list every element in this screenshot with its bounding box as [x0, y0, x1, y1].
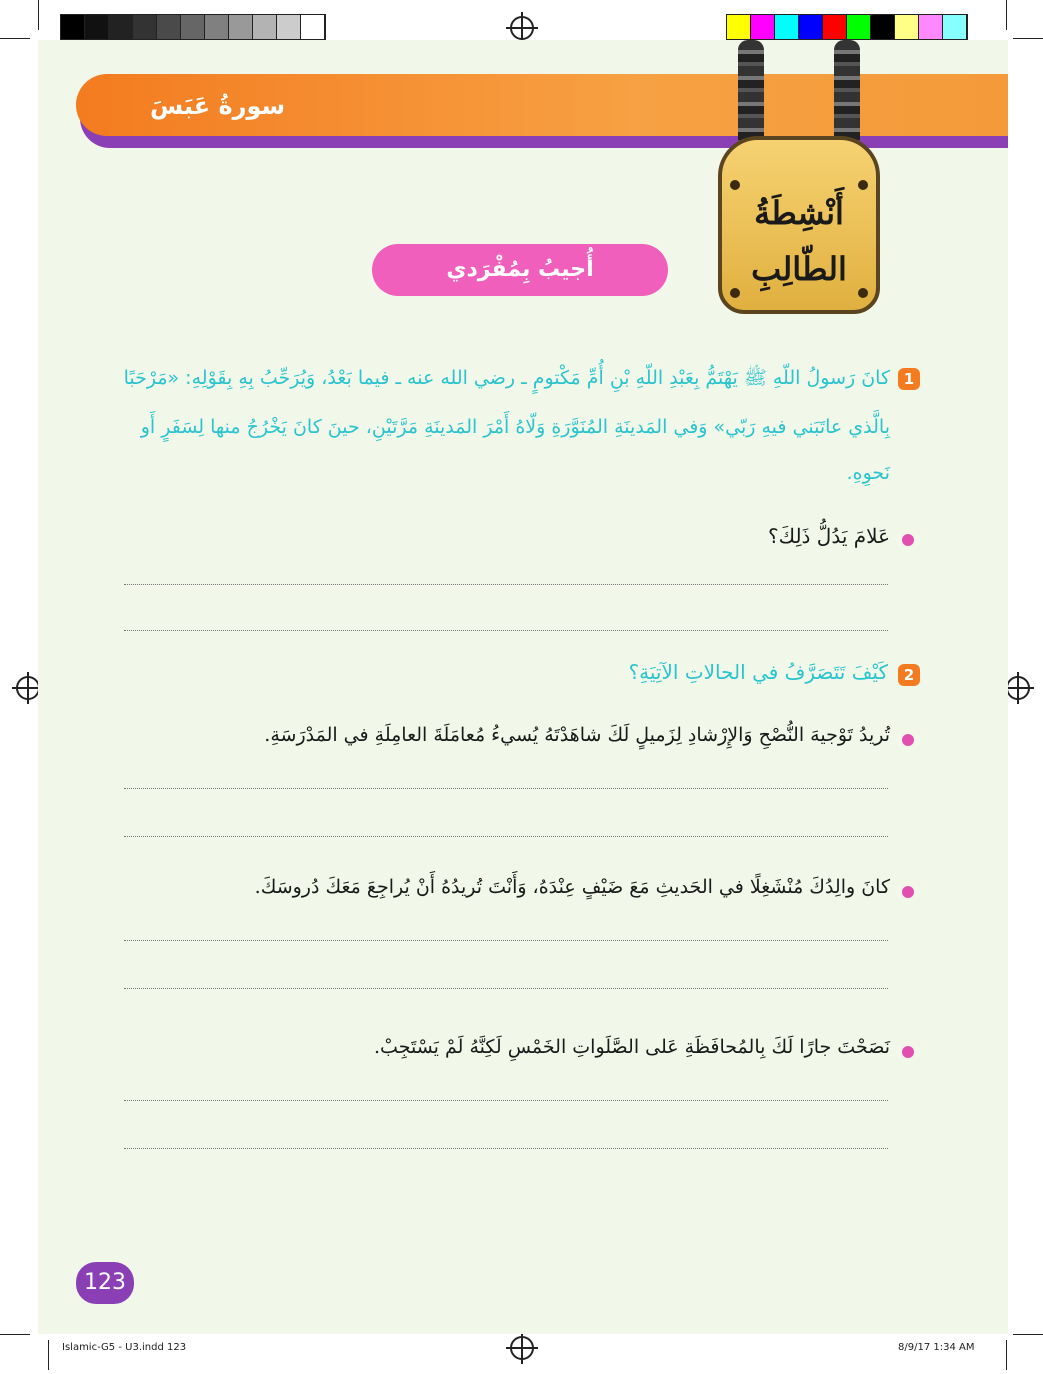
- slug-file-info: Islamic-G5 - U3.indd 123: [62, 1342, 187, 1353]
- question2-heading: كَيْفَ تَتَصَرَّفُ في الحالاتِ الآتِيَةِ؟: [628, 660, 888, 684]
- bullet-icon: [902, 534, 914, 546]
- question2-item-1: تُريدُ تَوْجيهَ النُّصْحِ وَالإِرْشادِ لِزَميلٍ لَكَ شاهَدْتَهُ يُسيءُ مُعامَلَةَ العامِلَةِ في المَدْرَسَةِ.: [264, 724, 890, 746]
- registration-mark-icon: [510, 16, 534, 40]
- bullet-icon: [902, 734, 914, 746]
- answer-line[interactable]: [124, 584, 888, 585]
- registration-mark-icon: [1006, 676, 1030, 700]
- crop-mark: [1013, 38, 1043, 39]
- question1-paragraph-line3: نَحوِهِ.: [846, 462, 890, 484]
- crop-mark: [1013, 1334, 1043, 1335]
- answer-line[interactable]: [124, 836, 888, 837]
- question-number-badge: 1: [898, 368, 920, 390]
- answer-line[interactable]: [124, 788, 888, 789]
- page-number: 123: [76, 1262, 134, 1304]
- grayscale-color-bar: [60, 14, 326, 40]
- question2-item-2: كانَ والِدُكَ مُنْشَغِلًا في الحَديثِ مَعَ ضَيْفٍ عِنْدَهُ، وَأَنْتَ تُريدُهُ أَنْ يُراجِعَ مَعَكَ دُروسَكَ.: [254, 876, 890, 898]
- plaque-title-line2: الطّالِبِ: [751, 250, 847, 288]
- crop-mark: [0, 1334, 30, 1335]
- surah-title: سورةُ عَبَسَ: [150, 92, 286, 120]
- plaque-title-line1: أَنْشِطَةُ: [754, 194, 844, 232]
- answer-line[interactable]: [124, 1148, 888, 1149]
- question1-paragraph-line2: بِالَّذي عاتَبَني فيهِ رَبّي» وَفي المَدينَةِ المُنَوَّرَةِ وَلّاهُ أَمْرَ المَدينَةِ مَرَّتَيْنِ، حينَ كانَ يَخْرُجُ منها لِسَفَرٍ أَو: [140, 416, 890, 438]
- slug-date-info: 8/9/17 1:34 AM: [898, 1342, 975, 1353]
- student-activities-plaque: [718, 136, 880, 314]
- bullet-icon: [902, 1046, 914, 1058]
- crop-mark: [1006, 0, 1007, 30]
- crop-mark: [48, 1340, 49, 1370]
- question1-paragraph-line1: كانَ رَسولُ اللّهِ ﷺ يَهْتَمُّ بِعَبْدِ اللّهِ بْنِ أُمِّ مَكْتومٍ ـ رضي الله عنه ـ فيما بَعْدُ، وَيُرَحِّبُ بِهِ بِقَوْلِهِ: «مَرْحَبًا: [123, 367, 890, 389]
- rivet-icon: [858, 288, 868, 298]
- section-heading-pill: أُجيبُ بِمُفْرَدي: [372, 244, 668, 296]
- registration-mark-icon: [16, 676, 40, 700]
- answer-line[interactable]: [124, 988, 888, 989]
- question2-item-3: نَصَحْتَ جارًا لَكَ بِالمُحافَظَةِ عَلى الصَّلَواتِ الخَمْسِ لَكِنَّهُ لَمْ يَسْتَجِبْ.: [374, 1036, 890, 1058]
- crop-mark: [38, 0, 39, 30]
- crop-mark: [0, 38, 30, 39]
- answer-line[interactable]: [124, 630, 888, 631]
- bullet-icon: [902, 886, 914, 898]
- question1-prompt: عَلامَ يَدُلُّ ذَلِكَ؟: [767, 524, 890, 548]
- crop-mark: [1006, 1340, 1007, 1370]
- answer-line[interactable]: [124, 940, 888, 941]
- rivet-icon: [858, 180, 868, 190]
- rivet-icon: [730, 180, 740, 190]
- cmyk-color-bar: [726, 14, 968, 40]
- answer-line[interactable]: [124, 1100, 888, 1101]
- registration-mark-icon: [510, 1336, 534, 1360]
- question-number-badge: 2: [898, 664, 920, 686]
- rivet-icon: [730, 288, 740, 298]
